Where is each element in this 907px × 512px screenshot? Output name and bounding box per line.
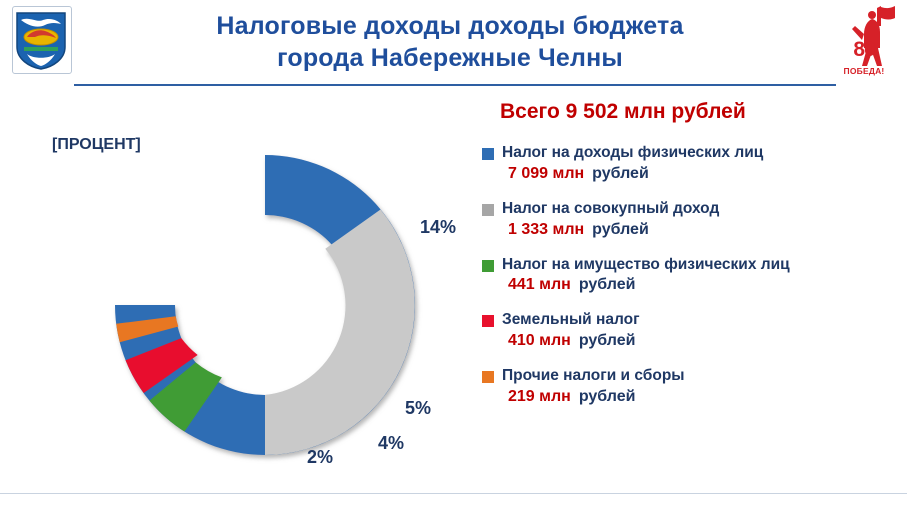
- legend-item-aggregate-income-tax: [480, 200, 895, 239]
- page-header: [0, 0, 907, 86]
- legend-swatch-icon: [482, 148, 494, 160]
- legend-label: Прочие налоги и сборы: [502, 367, 685, 385]
- legend-value: [508, 276, 895, 294]
- legend-amount: 441 млн: [508, 276, 571, 294]
- legend-item-property-tax: [480, 256, 895, 295]
- legend-value: [508, 165, 895, 183]
- legend-label: Налог на имущество физических лиц: [502, 255, 790, 273]
- coat-of-arms-emblem: [12, 6, 72, 74]
- legend-unit: рублей: [578, 332, 636, 350]
- victory-80-logo: [831, 4, 897, 78]
- chart-legend-panel: [470, 96, 895, 496]
- legend-unit: рублей: [592, 220, 649, 238]
- donut-chart: [100, 140, 430, 470]
- legend-swatch-icon: [482, 204, 494, 216]
- donut-chart-area: [30, 100, 470, 500]
- page-title: [120, 10, 780, 74]
- slice-label-5: 5%: [405, 398, 432, 418]
- legend-amount: 7 099 млн: [508, 164, 585, 182]
- header-divider: [74, 84, 836, 86]
- slice-label-14: 14%: [420, 217, 457, 237]
- chart-legend: [480, 144, 895, 423]
- slice-label-2: 2%: [307, 447, 334, 467]
- legend-unit: рублей: [578, 276, 636, 294]
- legend-value: [508, 221, 895, 239]
- legend-amount: 219 млн: [508, 388, 571, 406]
- victory-caption: ПОБЕДА!: [843, 66, 885, 76]
- page-title-line-2: города Набережные Челны: [277, 44, 623, 72]
- victory-number: 80: [853, 38, 875, 61]
- legend-value: [508, 332, 895, 350]
- footer-divider: [0, 493, 907, 494]
- slice-aggregate-income-tax: [265, 210, 415, 456]
- legend-label: Налог на доходы физических лиц: [502, 144, 764, 161]
- slice-label-4: 4%: [378, 433, 405, 453]
- legend-item-personal-income-tax: [480, 144, 895, 183]
- legend-value: [508, 388, 895, 406]
- legend-unit: рублей: [592, 164, 649, 182]
- donut-slices: [115, 155, 415, 455]
- legend-item-other-taxes: [480, 367, 895, 406]
- legend-label: Земельный налог: [502, 311, 640, 329]
- total-revenue-label: Всего 9 502 млн рублей: [500, 100, 746, 123]
- legend-swatch-icon: [482, 315, 494, 327]
- legend-amount: 410 млн: [508, 332, 571, 350]
- legend-unit: рублей: [578, 388, 636, 406]
- percent-placeholder-label: [ПРОЦЕНТ]: [52, 136, 141, 153]
- page-title-line-1: Налоговые доходы доходы бюджета: [216, 12, 684, 40]
- legend-swatch-icon: [482, 260, 494, 272]
- legend-label: Налог на совокупный доход: [502, 199, 720, 217]
- legend-item-land-tax: [480, 311, 895, 350]
- legend-amount: 1 333 млн: [508, 220, 585, 238]
- donut-chart-svg: [100, 140, 430, 470]
- coat-of-arms-icon: [13, 7, 69, 71]
- legend-swatch-icon: [482, 371, 494, 383]
